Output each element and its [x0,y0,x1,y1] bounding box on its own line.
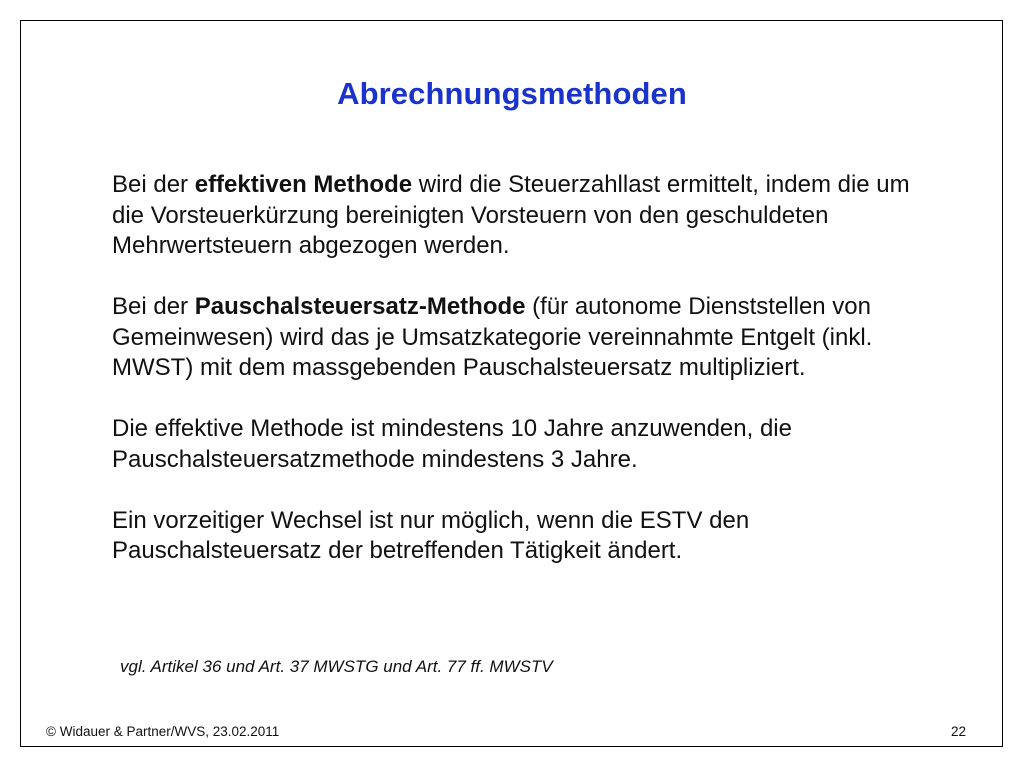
page-number: 22 [950,724,966,739]
paragraph-minimum-duration: Die effektive Methode ist mindestens 10 Jahre anzuwenden, die Pauschalsteuersatzmethode mindestens 3 Jahre. [112,415,792,473]
paragraph-2-emphasis: Pauschalsteuersatz-Methode [194,293,526,320]
paragraph-effective-method [112,170,942,262]
paragraph-flat-rate-method [112,292,942,384]
paragraph-1-emphasis: effektiven Methode [194,171,413,198]
paragraph-1-intro: Bei der [112,171,195,198]
footer-copyright: © Widauer & Partner/WVS, 23.02.2011 [46,724,280,739]
paragraph-2-text: (für autonome Dienststellen von Gemeinwesen) wird das je Umsatzkategorie vereinnahmte Entgelt (inkl. MWST) mit dem massgebenden Pauschalsteuersatz multipliziert. [112,293,873,381]
legal-reference: vgl. Artikel 36 und Art. 37 MWSTG und Art. 77 ff. MWSTV [120,657,553,676]
paragraph-2-intro: Bei der [112,293,195,320]
slide-body [112,170,942,567]
paragraph-1-text: wird die Steuerzahllast ermittelt, indem die um die Vorsteuerkürzung bereinigten Vorsteuern von den geschuldeten Mehrwertsteuern abgezogen werden. [112,171,910,259]
paragraph-early-change: Ein vorzeitiger Wechsel ist nur möglich, wenn die ESTV den Pauschalsteuersatz der betreffenden Tätigkeit ändert. [112,506,750,564]
slide-title: Abrechnungsmethoden [337,76,687,111]
